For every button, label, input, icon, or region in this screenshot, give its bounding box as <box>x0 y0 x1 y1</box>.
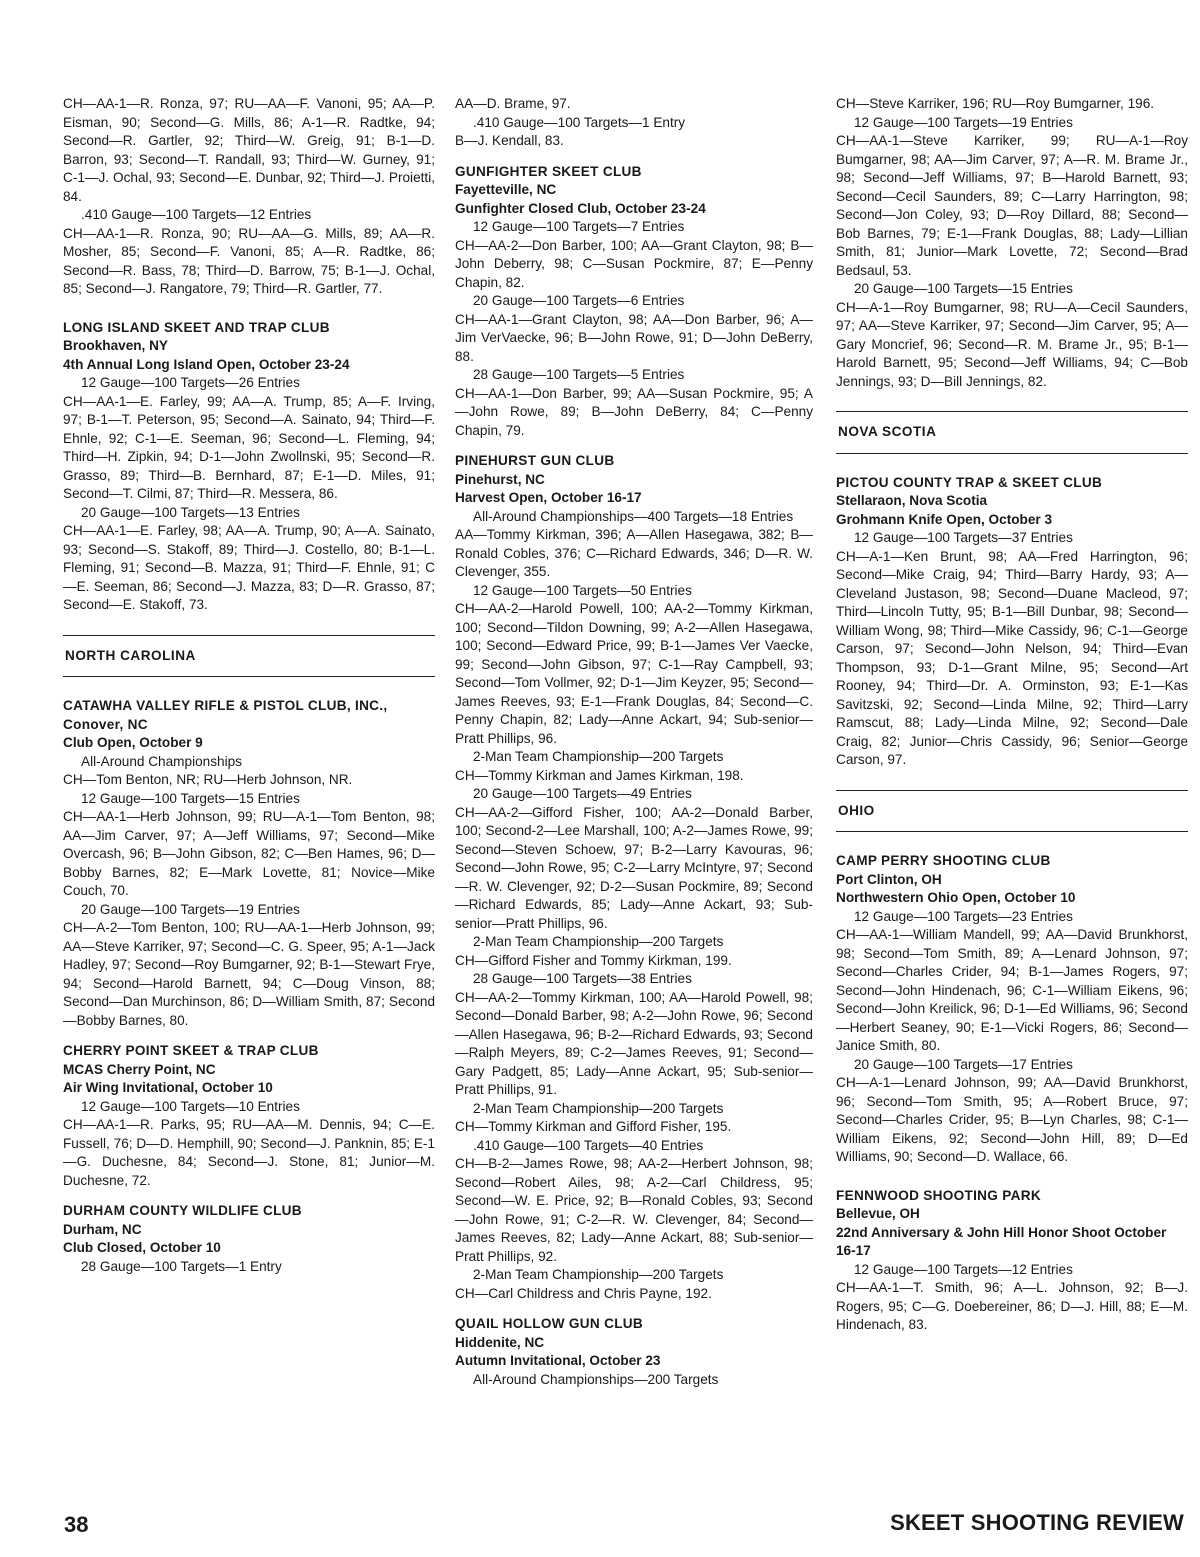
event-subheading: 28 Gauge—100 Targets—1 Entry <box>81 1258 282 1274</box>
spacer <box>836 391 1188 411</box>
results-paragraph: CH—A-2—Tom Benton, 100; RU—AA-1—Herb Johnson, 99; AA—Steve Karriker, 97; Second—C. G. Speer, 95; A-1—Jack Hadley, 97; Second—Roy Bumgarner, 92; B-1—Stewart Frye, 94; Second—Harold Barnett, 94; C—Doug Vinson, 88; Second—Dan Murchinson, 86; D—William Smith, 87; Second—Bobby Barnes, 80. <box>63 920 435 1028</box>
club-name: CAMP PERRY SHOOTING CLUB <box>836 853 1051 868</box>
results-paragraph: CH—Steve Karriker, 196; RU—Roy Bumgarner, 196. <box>836 96 1155 111</box>
results-paragraph: CH—AA-2—Harold Powell, 100; AA-2—Tommy Kirkman, 100; Second—Tildon Downing, 99; A-2—Allen Hasegawa, 100; Second—Edward Price, 99; B-1—James Ver Vaecke, 99; Second—John Gibson, 97; C-1—Ray Campbell, 93; Second—Tom Vollmer, 92; D-1—Jim Keyzer, 95; Second—James Reeves, 93; E-1—Frank Douglas, 84; Second—C. Penny Chapin, 82; Lady—Anne Ackart, 94; Sub-senior—Pratt Phillips, 96. <box>455 601 813 746</box>
event-title: Club Closed, October 10 <box>63 1240 221 1255</box>
event-title: Gunfighter Closed Club, October 23-24 <box>455 200 706 216</box>
results-paragraph: CH—AA-2—Tommy Kirkman, 100; AA—Harold Powell, 98; Second—Donald Barber, 98; A-2—John Rowe, 96; Second—Allen Hasegawa, 96; B-2—Richard Edwards, 93; Second—Ralph Meyers, 89; C-2—James Reeves, 91; Second—Gary Padgett, 85; Lady—Anne Ackart, 95; Sub-senior—Pratt Phillips, 91. <box>455 989 813 1097</box>
event-title: Club Open, October 9 <box>63 735 203 750</box>
state-heading: NORTH CAROLINA <box>65 647 196 663</box>
results-paragraph: CH—A-1—Lenard Johnson, 99; AA—David Brunkhorst, 96; Second—Tom Smith, 95; A—Robert Bruce, 97; Second—Charles Crider, 95; B—Lyn Charles, 98; C-1—William Eikens, 92; Second—John Hill, 89; D—Ed Williams, 90; Second—D. Wallace, 66. <box>836 1075 1188 1164</box>
event-subheading: 12 Gauge—100 Targets—12 Entries <box>854 1261 1073 1277</box>
column-1 <box>63 95 435 1276</box>
event-subheading: All-Around Championships—400 Targets—18 Entries <box>473 508 794 524</box>
results-paragraph: CH—AA-1—Steve Karriker, 99; RU—A-1—Roy Bumgarner, 98; AA—Jim Carver, 97; A—R. M. Brame Jr., 98; Second—Jeff Williams, 97; B—Harold Barnett, 93; Second—Cecil Saunders, 89; C—Larry Harrington, 98; Second—Jon Coley, 93; D—Roy Dillard, 88; Second—Bob Barnes, 79; E-1—Frank Douglas, 88; Lady—Lillian Smith, 81; Junior—Mark Lovette, 72; Second—Brad Bedsaul, 53. <box>836 133 1188 278</box>
event-subheading: 20 Gauge—100 Targets—13 Entries <box>81 504 300 520</box>
results-paragraph: CH—AA-1—Don Barber, 99; AA—Susan Pockmire, 95; A—John Rowe, 89; B—John DeBerry, 84; C—Penny Chapin, 79. <box>455 385 813 438</box>
spacer <box>455 151 813 163</box>
event-subheading: 20 Gauge—100 Targets—49 Entries <box>473 786 692 801</box>
event-title: 22nd Anniversary & John Hill Honor Shoot October 16-17 <box>836 1224 1167 1258</box>
club-name: CHERRY POINT SKEET & TRAP CLUB <box>63 1043 319 1058</box>
event-title: 4th Annual Long Island Open, October 23-24 <box>63 356 350 372</box>
results-paragraph: CH—Tommy Kirkman and James Kirkman, 198. <box>455 767 744 783</box>
results-paragraph: CH—AA-1—Grant Clayton, 98; AA—Don Barber, 96; A—Jim VerVaecke, 96; B—John Rowe, 91; D—John DeBerry, 88. <box>455 311 813 364</box>
club-name: FENNWOOD SHOOTING PARK <box>836 1187 1041 1203</box>
column-2 <box>455 95 813 1389</box>
club-location: Hiddenite, NC <box>455 1334 545 1350</box>
club-name: GUNFIGHTER SKEET CLUB <box>455 163 642 179</box>
state-heading: NOVA SCOTIA <box>838 424 937 439</box>
event-subheading: .410 Gauge—100 Targets—40 Entries <box>473 1137 704 1153</box>
event-subheading: 28 Gauge—100 Targets—38 Entries <box>473 971 692 986</box>
club-location: Port Clinton, OH <box>836 871 942 887</box>
spacer <box>63 677 435 697</box>
results-paragraph: CH—AA-1—E. Farley, 99; AA—A. Trump, 85; A—F. Irving, 97; B-1—T. Peterson, 95; Second—A. Sainato, 94; Third—F. Ehnle, 92; C-1—E. Seeman, 96; Second—L. Fleming, 94; Third—H. Zipkin, 94; D-1—John Zwollnski, 95; Second—R. Grasso, 89; Third—B. Bernhard, 87; E-1—D. Miles, 91; Second—T. Cilmi, 87; Third—R. Messera, 86. <box>63 393 435 501</box>
results-paragraph: CH—A-1—Roy Bumgarner, 98; RU—A—Cecil Saunders, 97; AA—Steve Karriker, 97; Second—Jim Carver, 95; A—Gary Moncrief, 96; Second—R. M. Brame Jr., 95; B-1—Harold Barnett, 95; Second—Jeff Williams, 94; C—Bob Jennings, 93; D—Bill Jennings, 82. <box>836 299 1188 389</box>
spacer <box>63 1030 435 1042</box>
results-paragraph: CH—AA-2—Gifford Fisher, 100; AA-2—Donald Barber, 100; Second-2—Lee Marshall, 100; A-2—James Rowe, 99; Second—Steven Schoew, 97; B-2—Larry Kavouras, 96; Second—John Rowe, 95; C-2—Larry McIntyre, 97; Second—R. W. Clevenger, 92; D-2—Susan Pockmire, 89; Second—Richard Edwards, 85; Lady—Anne Ackart, 93; Sub-senior—Pratt Phillips, 96. <box>455 804 813 931</box>
results-paragraph: CH—AA-1—T. Smith, 96; A—L. Johnson, 92; B—J. Rogers, 95; C—G. Doebereiner, 86; D—J. Hill, 88; E—M. Hindenach, 83. <box>836 1280 1188 1332</box>
event-title: Harvest Open, October 16-17 <box>455 490 642 505</box>
club-name: LONG ISLAND SKEET AND TRAP CLUB <box>63 319 330 335</box>
event-title: Northwestern Ohio Open, October 10 <box>836 890 1076 905</box>
results-paragraph: CH—B-2—James Rowe, 98; AA-2—Herbert Johnson, 98; Second—Robert Ailes, 98; A-2—Carl Childress, 95; Second—W. E. Price, 92; B—Ronald Cobles, 93; Second—John Rowe, 91; C-2—R. W. Clevenger, 84; Second—James Reeves, 82; Lady—Anne Ackart, 88; Sub-senior—Pratt Phillips, 92. <box>455 1156 813 1264</box>
event-subheading: All-Around Championships—200 Targets <box>473 1371 719 1387</box>
club-location: Stellaraon, Nova Scotia <box>836 493 988 508</box>
spacer <box>63 1190 435 1202</box>
results-paragraph: CH—AA-1—William Mandell, 99; AA—David Brunkhorst, 98; Second—Tom Smith, 89; A—Lenard Johnson, 97; Second—Charles Crider, 94; B-1—James Rogers, 97; Second—John Hindenach, 96; C-1—William Eikens, 96; Second—John Kreilick, 96; D-1—Ed Williams, 96; Second—Herbert Seaney, 90; E-1—Vicki Rogers, 86; Second—Janice Smith, 80. <box>836 927 1188 1053</box>
event-subheading: 20 Gauge—100 Targets—17 Entries <box>854 1056 1073 1072</box>
spacer <box>63 299 435 319</box>
club-location: Durham, NC <box>63 1221 142 1237</box>
results-paragraph: CH—Gifford Fisher and Tommy Kirkman, 199. <box>455 952 732 968</box>
results-paragraph: CH—A-1—Ken Brunt, 98; AA—Fred Harrington, 96; Second—Mike Craig, 94; Third—Barry Hardy, 93; A—Cleveland Justason, 98; Second—Duane Macleod, 97; Third—Lincoln Tutty, 95; B-1—Bill Dunbar, 98; Second—William Wong, 98; Third—Mike Cassidy, 96; C-1—George Carson, 97; Second—John Nelson, 94; Third—Evan Thompson, 93; D-1—Grant Milne, 95; Second—Art Rooney, 94; Third—Dr. A. Orminston, 93; E-1—Kas Savitzski, 92; Second—Linda Milne, 92; Third—Larry Ramscut, 88; Lady—Linda Milne, 92; Second—Dale Craig, 82; Junior—Chris Cassidy, 96; Senior—George Carson, 97. <box>836 548 1188 767</box>
club-location: Bellevue, OH <box>836 1206 920 1221</box>
event-subheading: 12 Gauge—100 Targets—37 Entries <box>854 530 1073 545</box>
spacer <box>63 615 435 635</box>
spacer <box>836 454 1188 474</box>
event-subheading: 12 Gauge—100 Targets—15 Entries <box>81 790 300 806</box>
club-name: QUAIL HOLLOW GUN CLUB <box>455 1316 644 1331</box>
state-heading: OHIO <box>838 802 875 818</box>
club-name: CATAWHA VALLEY RIFLE & PISTOL CLUB, INC., Conover, NC <box>63 698 388 732</box>
results-paragraph: CH—AA-2—Don Barber, 100; AA—Grant Clayton, 98; B—John Deberry, 98; C—Susan Pockmire, 87; E—Penny Chapin, 82. <box>455 237 813 290</box>
event-subheading: 20 Gauge—100 Targets—15 Entries <box>854 281 1073 296</box>
results-paragraph: CH—Tom Benton, NR; RU—Herb Johnson, NR. <box>63 772 353 787</box>
spacer <box>836 770 1188 790</box>
results-paragraph: AA—D. Brame, 97. <box>455 96 571 111</box>
club-name: DURHAM COUNTY WILDLIFE CLUB <box>63 1203 302 1218</box>
results-paragraph: AA—Tommy Kirkman, 396; A—Allen Hasegawa, 382; B—Ronald Cobles, 376; C—Richard Edwards, 346; D—R. W. Clevenger, 355. <box>455 527 813 579</box>
event-subheading: 20 Gauge—100 Targets—19 Entries <box>81 901 300 917</box>
event-title: Grohmann Knife Open, October 3 <box>836 511 1053 527</box>
event-subheading: 28 Gauge—100 Targets—5 Entries <box>473 367 685 382</box>
event-title: Air Wing Invitational, October 10 <box>63 1080 273 1095</box>
club-location: Fayetteville, NC <box>455 182 557 197</box>
magazine-title: SKEET SHOOTING REVIEW <box>890 1510 1184 1535</box>
event-title: Autumn Invitational, October 23 <box>455 1353 661 1368</box>
club-name: PICTOU COUNTY TRAP & SKEET CLUB <box>836 474 1103 490</box>
event-subheading: 12 Gauge—100 Targets—10 Entries <box>81 1098 300 1114</box>
event-subheading: 12 Gauge—100 Targets—50 Entries <box>473 582 692 598</box>
results-paragraph: CH—AA-1—R. Ronza, 97; RU—AA—F. Vanoni, 95; AA—P. Eisman, 90; Second—G. Mills, 86; A-1—R. Radtke, 94; Second—R. Gartler, 92; Third—W. Greig, 91; B-1—D. Barron, 93; Second—T. Randall, 93; Third—W. Gurney, 91; C-1—J. Ochal, 93; Second—E. Dunbar, 92; Third—J. Proietti, 84. <box>63 96 435 204</box>
event-subheading: .410 Gauge—100 Targets—12 Entries <box>81 207 312 222</box>
page-number: 38 <box>64 1512 89 1537</box>
spacer <box>836 1167 1188 1187</box>
club-location: MCAS Cherry Point, NC <box>63 1061 216 1077</box>
results-paragraph: CH—Carl Childress and Chris Payne, 192. <box>455 1285 712 1301</box>
event-subheading: 12 Gauge—100 Targets—26 Entries <box>81 375 300 390</box>
results-paragraph: CH—AA-1—R. Parks, 95; RU—AA—M. Dennis, 94; C—E. Fussell, 76; D—D. Hemphill, 90; Second—J. Panknin, 85; E-1—G. Duchesne, 84; Second—J. Stone, 81; Junior—M. Duchesne, 72. <box>63 1117 435 1188</box>
event-subheading: 12 Gauge—100 Targets—19 Entries <box>854 114 1073 130</box>
results-paragraph: CH—AA-1—R. Ronza, 90; RU—AA—G. Mills, 89; AA—R. Mosher, 85; Second—F. Vanoni, 85; A—R. Radtke, 86; Second—R. Bass, 78; Third—D. Barrow, 75; B-1—J. Ochal, 85; Second—J. Rangatore, 79; Third—R. Gartler, 77. <box>63 225 435 296</box>
event-subheading: 2-Man Team Championship—200 Targets <box>473 1100 724 1116</box>
event-subheading: .410 Gauge—100 Targets—1 Entry <box>473 114 686 130</box>
spacer <box>455 1303 813 1315</box>
results-paragraph: B—J. Kendall, 83. <box>455 133 564 148</box>
event-subheading: 2-Man Team Championship—200 Targets <box>473 1267 724 1282</box>
club-location: Brookhaven, NY <box>63 338 168 353</box>
results-paragraph: CH—Tommy Kirkman and Gifford Fisher, 195. <box>455 1119 732 1134</box>
club-location: Pinehurst, NC <box>455 471 545 487</box>
results-paragraph: CH—AA-1—Herb Johnson, 99; RU—A-1—Tom Benton, 98; AA—Jim Carver, 97; A—Jeff Williams, 97; Second—Mike Overcash, 96; B—John Gibson, 82; C—Ben Hames, 96; D—Bobby Barnes, 82; E—Mark Lovette, 81; Novice—Mike Couch, 70. <box>63 809 435 898</box>
event-subheading: All-Around Championships <box>81 753 242 769</box>
event-subheading: 12 Gauge—100 Targets—7 Entries <box>473 219 685 234</box>
event-subheading: 12 Gauge—100 Targets—23 Entries <box>854 908 1073 924</box>
spacer <box>455 440 813 452</box>
column-3 <box>836 95 1188 1335</box>
event-subheading: 20 Gauge—100 Targets—6 Entries <box>473 293 685 308</box>
event-subheading: 2-Man Team Championship—200 Targets <box>473 749 724 764</box>
spacer <box>836 832 1188 852</box>
results-paragraph: CH—AA-1—E. Farley, 98; AA—A. Trump, 90; A—A. Sainato, 93; Second—S. Stakoff, 89; Third—J. Costello, 80; B-1—L. Fleming, 91; Second—B. Mazza, 91; Third—F. Ehnle, 91; C—E. Seeman, 86; Second—J. Mazza, 83; D—R. Grasso, 87; Second—E. Stakoff, 73. <box>63 523 435 612</box>
event-subheading: 2-Man Team Championship—200 Targets <box>473 934 724 949</box>
club-name: PINEHURST GUN CLUB <box>455 453 615 468</box>
